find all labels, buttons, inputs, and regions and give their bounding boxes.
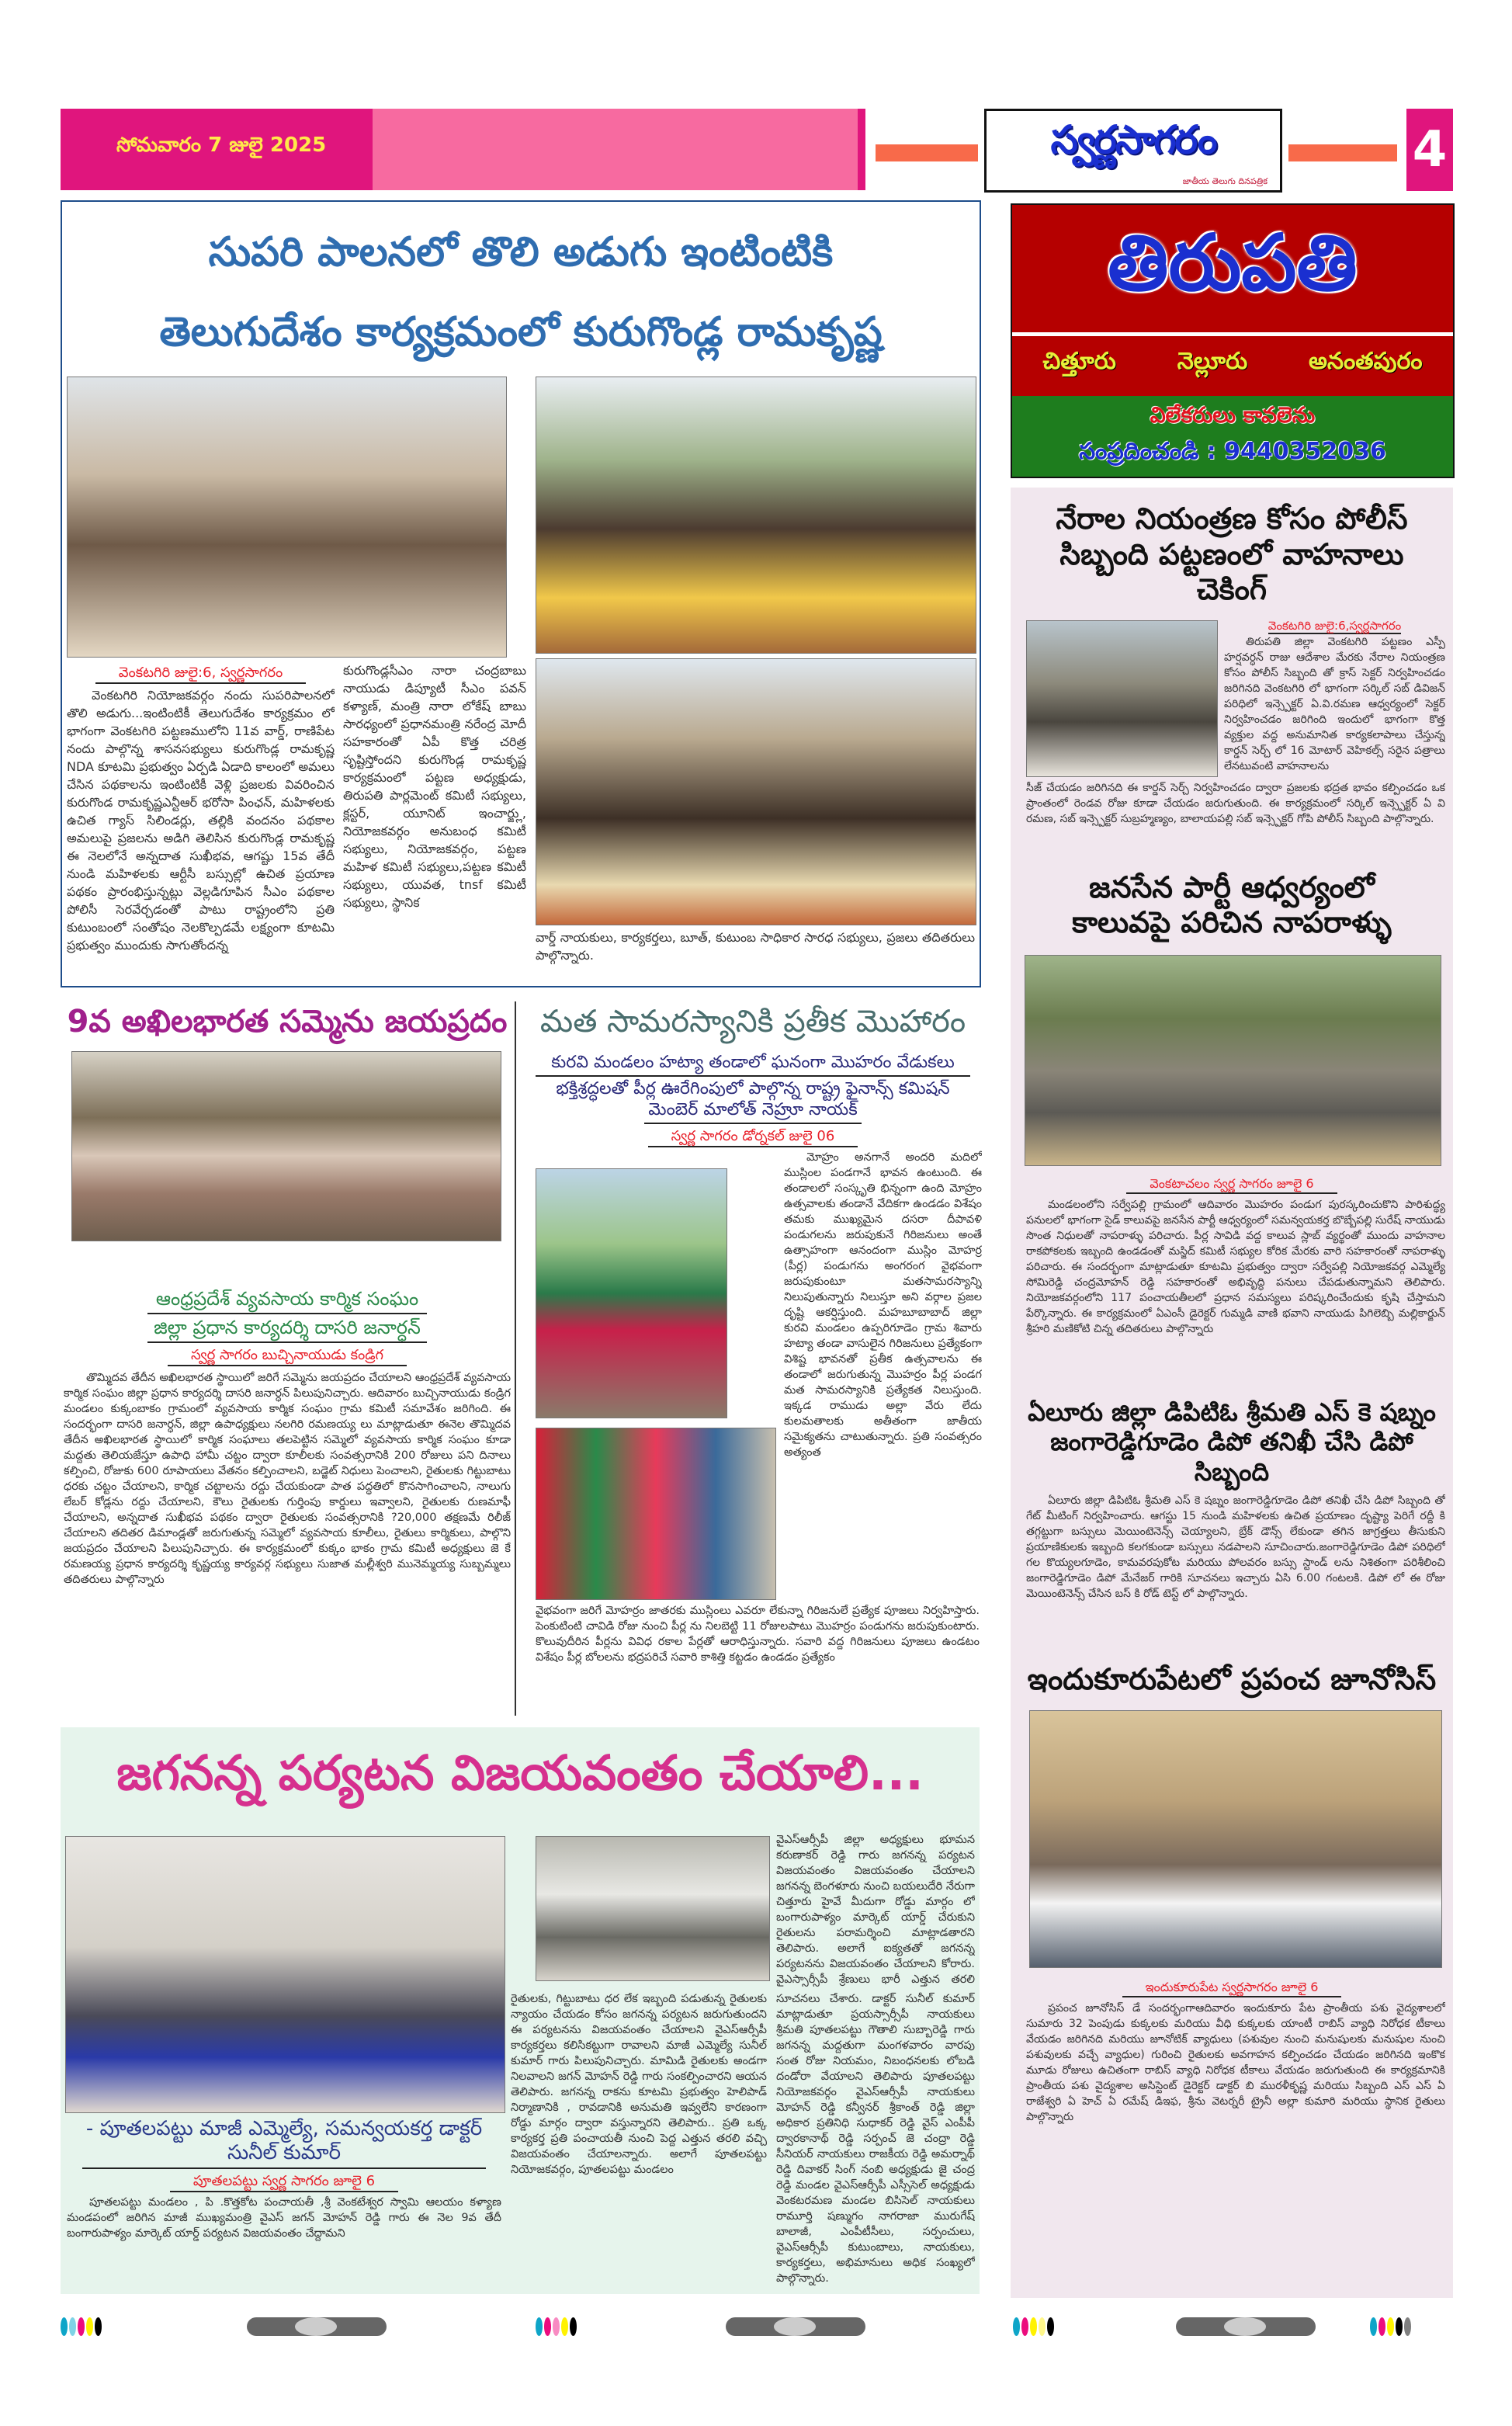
body-text: వెంకటగిరి నియోజకవర్గం నందు సుపరిపాలనలో తొలి అడుగు...ఇంటింటికీ తెలుగుదేశం కార్యక్రమం లో భాగంగా వెంకటగిరి పట్టణములోని 11వ వార్డ్, రాణిపేట నందు పాల్గొన్న శాసనసభ్యులు కురుగొండ్ల రామకృష్ణ NDA కూటమి ప్రభుత్వం ఏర్పడి ఏడాది కాలంలో అమలు చేసిన పథకాలను ఇంటింటికీ వెళ్లి ప్రజలకు వివరించిన కురుగొండ రామకృష్ణఎన్టీఆర్ భరోసా పింఛన్, మహిళలకు ఉచిత గ్యాస్ సిలిండర్లు, తల్లికి వందనం పథకాల అమలుపై ప్రజలను అడిగి తెలిసిన కురుగొండ్ల రామకృష్ణ ఈ నెలలోనే అన్నదాత సుఖీభవ, ఆగష్టు 15వ తేదీ నుండి మహిళలకు ఆర్టీసీ బస్సుల్లో ఉచిత ప్రయాణ పథకం ప్రారంభిస్తున్నట్లు వెల్లడిగూపిన సీఎం పథకాల పోలిసీ సెరవేర్చడంతో పాటు రాష్ట్రంలోని ప్రతి కుటుంబంలో సంతోషం నెలకొల్పడమే లక్ష్యంగా కూటమి ప్రభుత్వం ముందుకు సాగుతోందన్న <box>67 688 335 953</box>
divider <box>147 1313 427 1314</box>
moharram-body-side <box>784 1150 982 1600</box>
district-label: అనంతపురం <box>1309 348 1423 375</box>
divider <box>644 1123 862 1124</box>
body-text: వార్డ్ నాయకులు, కార్యకర్తలు, బూత్, కుటుంబ సాధికార సారధ సభ్యులు, ప్రజలు తదితరులు పాల్గొన్నారు. <box>536 930 975 963</box>
color-registration-mark <box>1013 2317 1056 2336</box>
jagan-photo-meeting <box>536 1836 770 1981</box>
registration-bar <box>1176 2317 1316 2336</box>
body-text: వైభవంగా జరిగే మోహర్రం జాతరకు ముస్లింలు ఎవరూ లేకున్నా గిరిజనులే ప్రత్యేక పూజలు నిర్వహిస్తారు. పెంకుటింటి చావిడి రోజు నుంచి పీర్ల ను నిలబెట్టి 11 రోజులపాటు మొహర్రం పండుగను జరుపుకుంటారు. కొలువుదీరిన పీర్లను వివిధ రకాల పేర్లతో ఆరాధిస్తున్నారు. సవారి వద్ద గిరిజనులు పూజలు ఉండటం విశేషం పీర్ల బోలలను భద్రపరిచే సవారి కాశిత్తి కట్టడం ఉండడం ప్రత్యేకం <box>536 1605 980 1664</box>
dateline-text: స్వర్ణ సాగరం డోర్నకల్ జులై 06 <box>648 1128 858 1147</box>
contact-phone: 9440352036 <box>1224 438 1386 465</box>
logo-text: స్వర్ణసాగరం <box>1050 117 1216 162</box>
dateline-text: స్వర్ణ సాగరం బుచ్చినాయుడు కండ్రిగ <box>168 1347 407 1366</box>
moharram-subhead-1: కురవి మండలం హట్యా తండాలో ఘనంగా మొహరం వేడుకలు <box>551 1053 955 1072</box>
divider <box>536 1075 970 1077</box>
lead-body-col2 <box>343 661 526 983</box>
sammelanam-subhead-1: ఆంధ్రప్రదేశ్ వ్యవసాయ కార్మిక సంఘం <box>155 1288 419 1310</box>
moharram-body-bottom <box>536 1603 980 1717</box>
divider <box>82 2167 486 2169</box>
color-registration-mark <box>1370 2317 1413 2336</box>
jagan-body-right <box>776 1991 975 2286</box>
body-text: కురుగొండ్లసీఎం నారా చంద్రబాబు నాయుడు డిప్యూటీ సీఎం పవన్ కళ్యాణ్, మంత్రి నారా లోకేష్ బాబు సారధ్యంలో ప్రధానమంత్రి నరేంద్ర మోదీ సహకారంతో ఏపీ కొత్త చరిత్ర సృష్టిస్తోందని కురుగొండ్ల రామకృష్ణ కార్యక్రమంలో పట్టణ అధ్యక్షుడు, తిరుపతి పార్లమెంట్ కమిటీ సభ్యులు, క్లస్టర్, యూనిట్ ఇంచార్జ్లు, నియోజకవర్గం అనుబంధ కమిటీ సభ్యులు, నియోజకవర్గం, పట్టణ మహిళ కమిటీ సభ్యులు,పట్టణ కమిటీ సభ్యులు, యువత, tnsf కమిటీ సభ్యులు, స్థానిక <box>343 663 526 910</box>
newspaper-logo <box>984 109 1282 193</box>
dateline-text: వెంకటగిరి జులై:6,స్వర్ణసాగరం <box>1268 618 1402 633</box>
masthead-pink-band <box>373 109 858 190</box>
eluru-headline: ఏలూరు జిల్లా డిపిటిఓ శ్రీమతి ఎస్ కె షబ్నం జంగారెడ్డిగూడెం డిపో తనిఖీ చేసి డిపో సిబ్బంది <box>1028 1397 1436 1487</box>
jagan-body-mid <box>511 1991 767 2286</box>
jagan-dateline <box>67 2171 501 2192</box>
sammelanam-story <box>61 1003 514 1716</box>
moharram-headline: మత సామరస్యానికి ప్రతీక మొహారం <box>539 1004 966 1039</box>
dateline-text: వెంకటాచలం స్వర్ణ సాగరం జూలై 6 <box>1126 1176 1337 1194</box>
reporters-wanted-ad <box>1011 203 1455 478</box>
jagan-photo-main <box>65 1836 505 2113</box>
police-photo <box>1026 620 1218 777</box>
moharram-story <box>524 1003 982 1717</box>
indukurupeta-dateline <box>1011 1977 1453 1997</box>
indukurupeta-photo <box>1029 1710 1442 1968</box>
police-body-side <box>1224 634 1445 777</box>
police-main-row <box>1026 617 1445 777</box>
indukurupeta-body <box>1026 2001 1445 2187</box>
ad-divider <box>1012 332 1453 336</box>
color-registration-mark <box>536 2317 578 2336</box>
body-text: సూచనలు చేశారు. డాక్టర్ సునీల్ కుమార్ మాట్లాడుతూ ప్రయస్సార్సీపీ నాయకులు శ్రీమతి పూతలపట్టు గౌతాలి సుబ్బారెడ్డి గారు జగనన్న మద్దతుగా మంగళవారం వారపు సంత రోజు నియమం, నిబంధనలకు లోబడి దండోరా వేయాలని తెలిపారు పూతలపట్టు నియోజకవర్గం వైఎస్ఆర్సీపీ నాయకులు మోహన్ రెడ్డి కన్వీనర్ శ్రీకాంత్ రెడ్డి జిల్లా అధికార ప్రతినిధి సుధాకర్ రెడ్డి వైస్ ఎంపీపీ ద్వారకానాథ్ రెడ్డి సర్పంచ్ జె చంద్రా రెడ్డి సీనియర్ నాయకులు రాజకీయ రెడ్డి అమర్నాథ్ రెడ్డి దివాకర్ సింగ్ నంబి అధ్యక్షుడు జై చంద్ర రెడ్డి మండల వైఎస్ఆర్సీపీ ఎస్సీసెల్ అధ్యక్షుడు వెంకటరమణ మండల బిసిసెల్ నాయకులు రామూర్తి షణ్ముగం నాగరాజా మురుగేష్ బాలాజీ, ఎంపీటీసీలు, సర్పంచులు, వైఎస్ఆర్సీపీ కుటుంబాలు, నాయకులు, కార్యకర్తలు, అభిమానులు అధిక సంఖ్యలో పాల్గొన్నారు. <box>776 1993 975 2285</box>
ad-contact <box>1012 435 1453 469</box>
district-label: నెల్లూరు <box>1177 348 1248 375</box>
ad-districts <box>1012 346 1453 390</box>
lead-headline-line1: సుపరి పాలనలో తొలి అడుగు ఇంటింటికి <box>208 229 834 276</box>
body-text: మోహ్రం అనగానే అందరి మదిలో ముస్లింల పండగానే భావన ఉంటుంది. ఈ తండాలలో సంస్కృతి భిన్నంగా ఉంది మోహ్రం ఉత్సవాలకు తండానే వేదికగా ఉండడం విశేషం తమకు ముఖ్యమైన దసరా దీపావళి పండుగలను జరుపుకునే గిరిజనులు అంతే ఉత్సాహంగా ఆనందంగా ముస్లిం మోహర్ర (పీర్ల) పండుగను అంగరంగ వైభవంగా జరుపుకుంటూ మతసామరస్యాన్ని నిలుపుతున్నారు నిలుస్తూ అని వర్గాల ప్రజల దృష్టి ఆకర్షిస్తుంది. మహబూబాబాద్ జిల్లా కురవి మండలం ఉప్పరిగూడెం గ్రామ శివారు హట్యా తండా వాసులైన గిరిజనులు ప్రత్యేకంగా విశిష్ట భావనతో ప్రతీక ఉత్సవాలను ఈ తండాలో జరుగుతున్న మొహర్రం పీర్ల పండగ మత సామరస్యానికి ప్రత్యేకత నిలుస్తుంది. ఇక్కడ రాముడు అల్లా వేరు లేదు కులమతాలకు అతీతంగా జాతీయ సమైక్యతను చాటుతున్నారు. ప్రతి సంవత్సరం అత్యంత <box>784 1151 982 1459</box>
moharram-photo-column <box>536 1150 776 1600</box>
police-body-full <box>1026 780 1445 842</box>
lead-body-bottom <box>536 928 975 982</box>
moharram-photo-1 <box>536 1168 727 1418</box>
janasena-dateline <box>1011 1174 1453 1194</box>
color-registration-mark <box>61 2317 103 2336</box>
right-column <box>1011 488 1453 2298</box>
registration-bar <box>247 2317 387 2336</box>
janasena-body <box>1026 1197 1445 1383</box>
district-label: చిత్తూరు <box>1042 348 1116 375</box>
sammelanam-headline: 9వ అఖిలభారత సమ్మెను జయప్రదం <box>67 1004 508 1039</box>
registration-bar <box>726 2317 865 2336</box>
jagan-story <box>61 1727 980 2294</box>
lead-headline-line2: తెలుగుదేశం కార్యక్రమంలో కురుగొండ్ల రామకృష్ణ <box>159 308 883 356</box>
lead-left-column <box>67 663 335 981</box>
orange-bar-right <box>1288 144 1397 161</box>
janasena-headline: జనసేన పార్టీ ఆధ్వర్యంలో కాలువపై పరిచిన నాపరాళ్ళు <box>1072 869 1392 940</box>
divider <box>147 1341 427 1343</box>
body-text: రైతులకు, గిట్టుబాటు ధర లేక ఇబ్బంది పడుతున్న రైతులకు న్యాయం చేయడం కోసం జగనన్న పర్యటన జరుగుతుందని ఈ పర్యటనను విజయవంతం చేయాలని వైఎస్ఆర్సీపీ కార్యకర్తలు కలిసికట్టుగా రావాలని మాజీ ఎమ్మెల్యే సునీల్ కుమార్ గారు పిలుపునిచ్చారు. మామిడి రైతులకు అండగా నిలవాలని జగన్ మోహన్ రెడ్డి గారు సంకల్పించారని ఆయన తెలిపారు. జగనన్న రాకను కూటమి ప్రభుత్వం హెలిపాడ్ నిర్మాణానికి , రావడానికి అనుమతి ఇవ్వలేని కారణంగా రోడ్డు మార్గం ద్వారా వస్తున్నారని తెలిపారు.. ప్రతి ఒక్క కార్యకర్త ప్రతి పంచాయతీ నుంచి పెద్ద ఎత్తున తరలి వచ్చి విజయవంతం చేయాలన్నారు. అలాగే పూతలపట్టు నియోజకవర్గం, పూతలపట్టు మండలం <box>511 1993 767 2176</box>
body-text: వైఎస్ఆర్సీపీ జిల్లా అధ్యక్షులు భూమన కరుణాకర్ రెడ్డి గారు జగనన్న పర్యటన విజయవంతం విజయవంతం చేయాలని జగనన్న బెంగళూరు నుంచి బయలుదేరి నేరుగా చిత్తూరు హైవే మీదుగా రోడ్డు మార్గం లో బంగారుపాళ్యం మార్కెట్ యార్డ్ చేరుకుని రైతులను పరామర్శించి మాట్లాడతారని తెలిపారు. అలాగే ఐక్యతతో జగనన్న పర్యటనను విజయవంతం చేయాలని కోరారు. వైఎస్సార్సీపీ శ్రేణులు భారీ ఎత్తున తరలి <box>776 1834 975 1986</box>
lead-headline-block <box>62 213 980 372</box>
janasena-photo <box>1025 955 1441 1166</box>
body-text: ఏలూరు జిల్లా డిపిటిఓ శ్రీమతి ఎస్ కె షబ్నం జంగారెడ్డిగూడెం డిపో తనిఖీ చేసి డిపో సిబ్బంది తో గేట్ మీటింగ్ నిర్వహించారు. ఆగస్టు 15 నుండి మహిళలకు ఉచిత ప్రయాణం దృష్ట్యా పెరిగే రద్దీ కి తగ్గట్టుగా బస్సులు మెయింటెనెన్స్ చెయ్యాలని, బ్రేక్ డౌన్స్ లేకుండా తగిన జాగ్రత్తలు తీసుకుని ప్రయాణికులకు ఇబ్బంది కలగకుండా బస్సులు నడపాలని సూచించారు.జంగారెడ్డిగూడెం డిపో పరిధిలో గల కొయ్యలగూడెం, కామవరపుకోట మరియు పోలవరం బస్సు స్టాండ్ లను నిశితంగా పరిశీలించి జంగారెడ్డిగూడెం డిపో మేనేజర్ గారికి సూచనలు ఇచ్చారు ఏసి 6.00 గంటలకి. డిపో లో ఈ రోజు మెయింటెనెన్స్ చేసిన బస్ కి రోడ్ టెస్ట్ లో పాల్గొన్నారు. <box>1026 1494 1445 1601</box>
dateline-text: వెంకటగిరి జులై:6, స్వర్ణసాగరం <box>95 665 306 684</box>
lead-dateline <box>67 663 335 683</box>
body-text: పూతలపట్టు మండలం , పి .కొత్తకోట పంచాయతీ ,శ్రీ వెంకటేశ్వర స్వామి ఆలయం కళ్యాణ మండపంలో జరిగిన మాజీ ముఖ్యమంత్రి వైఎస్ జగన్ మోహన్ రెడ్డి గారు ఈ నెల 9వ తేదీ బంగారుపాళ్యం మార్కెట్ యార్డ్ పర్యటన విజయవంతం చేద్దామని <box>67 2196 501 2240</box>
jagan-body-col-top <box>776 1832 975 1987</box>
column-divider <box>515 1001 516 1716</box>
moharram-dateline <box>524 1126 982 1147</box>
police-dateline <box>1224 617 1445 634</box>
police-headline: నేరాల నియంత్రణ కోసం పోలీస్ సిబ్బంది పట్టణంలో వాహనాలు చెకింగ్ <box>1056 502 1408 607</box>
masthead-band-edge <box>858 109 865 190</box>
police-side-column <box>1224 617 1445 777</box>
logo-tagline: జాతీయ తెలుగు దినపత్రిక <box>1182 176 1268 186</box>
moharram-photo-2 <box>536 1428 776 1600</box>
body-text: ప్రపంచ జూనోసిస్ డే సందర్భంగాఆదివారం ఇందుకూరు పేట ప్రాంతీయ పశు వైద్యశాలలో సుమారు 32 పెంపుడు కుక్కలకు మరియు వీధి కుక్కలకు యాంటీ రాబిస్ వ్యాధి నిరోధక టీకాలు వేయడం జరిగినది మరియు జూనోటిక్ వ్యాధులు (పశువుల నుంచి మనుషులకు మనుషుల నుంచి పశువులకు వచ్చే వ్యాధుల) గురించి రైతులకు అవగాహన కల్పించడం చేయడం జరిగినది ఇంకొక మూడు రోజులు ఉచితంగా రాబిస్ వ్యాధి నిరోధక టీకాలు వేయడం జరుగుతుంది ఈ కార్యక్రమానికి ప్రాంతీయ పశు వైద్యశాల అసిస్టెంట్ డైరెక్టర్ డాక్టర్ బి మురళీకృష్ణ మరియు సిబ్బంది ఎస్ ఎస్ ఏ రాజేశ్వరి ఏ హెచ్ ఏ రమేష్ డిఇఫ, శ్రీను వెటర్నరీ ట్రైనీ అల్లా కుమారి మరియు స్థానిక రైతులు పాల్గొన్నారు <box>1026 2001 1445 2123</box>
body-text: తొమ్మిదవ తేదీన అఖిలభారత స్థాయిలో జరిగే సమ్మెను జయప్రదం చేయాలని ఆంధ్రప్రదేశ్ వ్యవసాయ కార్మిక సంఘం జిల్లా ప్రధాన కార్యదర్శి దాసరి జనార్ధన్ పిలుపునిచ్చారు. ఆదివారం బుచ్చినాయుడు కండ్రిగ మండలం కుక్కంబాకం గ్రామంలో వ్యవసాయ కార్మిక సంఘం గ్రామ కమిటీ సమావేశం జరిగింది. ఈ సందర్భంగా దాసరి జనార్ధన్, జిల్లా ఉపాధ్యక్షులు నలగిరి రమణయ్య లు మాట్లాడుతూ ఈనెల తొమ్మిదవ తేదీన అఖిలభారత స్థాయిలో కార్మిక సంఘాలు తలపెట్టిన సమ్మెలో వ్యవసాయ కార్మిక సంఘం కూడా మద్దతు తెలియజేస్తూ ఉపాధి హామీ చట్టం ద్వారా కూలీలకు సంవత్సరానికి 200 రోజులు పని దినాలు కల్పించి, రోజుకు 600 రూపాయలు వేతనం కల్పించాలని, బడ్జెట్ నిధులు పెంచాలని, రైతులకు గిట్టుబాటు ధరకు చట్టం చేయాలని, కార్మిక చట్టాలను రద్దు చేయకుండా పాత పద్ధతిలో కొనసాగించాలని, నాలుగు లేబర్ కోడ్లను రద్దు చేయాలని, కౌలు రైతులకు గుర్తింపు కార్డులు ఇవ్వాలని, రైతులకు రుణమాఫీ చేయాలని, అన్నదాత సుఖీభవ పథకం ద్వారా రైతులకు సంవత్సరానికి ?20,000 తక్షణమే రిలీజ్ చేయాలని తదితర డిమాండ్లతో జరుగుతున్న సమ్మెలో వ్యవసాయ కూలీలు, రైతులు కార్మికులు, పాల్గొని జయప్రదం చేయాలని పిలుపునిచ్చారు. ఈ కార్యక్రమంలో కుక్కం భాకం గ్రామ కమిటీ అధ్యక్షులు జె కే రమణయ్య ప్రధాన కార్యదర్శి కృష్ణయ్య కార్యవర్గ సభ్యులు సుజాత మల్లీశ్వరి మునెమ్మయ్య సుబ్బమ్మలు తదితరులు పాల్గొన్నారు <box>64 1371 511 1586</box>
moharram-main-row <box>536 1150 982 1600</box>
jagan-headline: జగనన్న పర్యటన విజయవంతం చేయాలి... <box>116 1744 924 1801</box>
eluru-body <box>1026 1493 1445 1648</box>
page-number: 4 <box>1406 109 1453 191</box>
ad-city: తిరుపతి <box>1108 217 1358 308</box>
lead-photo-right-bottom <box>536 658 976 925</box>
jagan-body-left <box>67 2195 501 2291</box>
body-text: తిరుపతి జిల్లా వెంకటగిరి పట్టణం ఎస్పీ హర్షవర్ధన్ రాజు ఆదేశాల మేరకు నేరాల నియంత్రణ కోసం పోలీస్ సిబ్బంది తో క్రాస్ సెక్టర్ నిర్వహించడం జరిగినది వెంకటగిరి లో భాగంగా సర్కిల్ సబ్ డివిజన్ పరిధిలో ఇన్స్పెక్టర్ ఏ.వి.రమణ ఆధ్వర్యంలో సెక్టర్ నిర్వహించడం జరిగింది ఇందులో భాగంగా కొత్త వ్యక్తుల వద్ద అనుమానిత కార్యకలాపాలు చేస్తున్న కార్డన్ సెర్చ్ లో 16 మోటార్ వెహికల్స్ సరైన పత్రాలు లేనటువంటి వాహనాలను <box>1224 635 1445 772</box>
lead-body-col1 <box>67 686 335 981</box>
issue-date: సోమవారం 7 జులై 2025 <box>116 134 327 157</box>
body-text: మండలంలోని సర్వేపల్లి గ్రామంలో ఆదివారం మొహరం పండుగ పురస్కరించుకొని పారిశుద్ధ్య పనులలో భాగంగా సైడ్ కాలువపై జనసేన పార్టీ ఆధ్వర్యంలో సమన్వయకర్త బొబ్బేపల్లి సురేష్ నాయుడు సొంత నిధులతో నాపరాళ్ళు పరిచారు. పీర్ల సావిడి వద్ద కాలువ స్లాబ్ వ్యర్థంతో ముందు వాహనాల రాకపోకలకు ఇబ్బంది ఉండడంతో మస్జిద్ కమిటీ సభ్యుల కోరిక మేరకు వారి సహకారంతో నాపరాళ్ళు పరిచారు. ఈ సందర్భంగా మాట్లాడుతూ కూటమి ప్రభుత్వం ద్వారా సర్వేపల్లి నియోజకవర్గ ఎమ్మెల్యే సోమిరెడ్డి చంద్రమోహన్ రెడ్డి సహకారంతో అభివృద్ధి పనులు చేపడుతున్నామని తెలిపారు. నియోజకవర్గంలోని 117 పంచాయతీలలో ప్రధాన సమస్యలు పరిష్కరించేందుకు కృషి చేస్తామని పేర్కొన్నారు. ఈ కార్యక్రమంలో ఏఎంసీ డైరెక్టర్ గుమ్మడి వాణి భవాని నాయుడు పిగిలెబ్బి మల్లికార్జున్ శ్రీహరి మణికోటి చిన్న తదితరులు పాల్గొన్నారు <box>1026 1198 1445 1335</box>
contact-label: సంప్రదించండి : <box>1079 438 1216 465</box>
body-text: సీజ్ చేయడం జరిగినది ఈ కార్డన్ సెర్చ్ నిర్వహించడం ద్వారా ప్రజలకు భద్రత భావం కల్పించడం ఒక ప్రాంతంలో రెండవ రోజు కూడా చేయడం జరుగుతుంది. ఈ కార్యక్రమంలో సర్కిల్ ఇన్స్పెక్టర్ ఏ వి రమణ, సబ్ ఇన్స్పెక్టర్ సుబ్రహ్మణ్యం, బాలాయపల్లి సబ్ ఇన్స్పెక్టర్ గోపి పోలీస్ సిబ్బంది పాల్గొన్నారు. <box>1026 781 1445 825</box>
sammelanam-body <box>64 1370 511 1716</box>
lead-story <box>61 200 981 987</box>
ad-wanted: విలేకరులు కావలెను <box>1150 402 1316 428</box>
indukurupeta-headline: ఇందుకూరుపేటలో ప్రపంచ జూనోసిస్ <box>1027 1662 1437 1697</box>
dateline-text: పూతలపట్టు స్వర్ణ సాగరం జూలై 6 <box>170 2173 398 2192</box>
sammelanam-subhead-2: జిల్లా ప్రధాన కార్యదర్శి దాసరి జనార్ధన్ <box>154 1316 421 1338</box>
orange-bar-left <box>876 144 978 161</box>
lead-photo-right-top <box>536 377 976 654</box>
lead-photo-left <box>67 377 507 658</box>
moharram-subhead-2: భక్తిశ్రద్ధలతో పీర్ల ఊరేగింపులో పాల్గొన్న రాష్ట్ర ఫైనాన్స్ కమిషన్ మెంబెర్ మాలోత్ నెహ్రూ నాయక్ <box>556 1079 950 1119</box>
sammelanam-dateline <box>61 1345 514 1366</box>
jagan-subhead: - పూతలపట్టు మాజీ ఎమ్మెల్యే, సమన్వయకర్త డాక్టర్ సునీల్ కుమార్ <box>85 2117 483 2165</box>
dateline-text: ఇందుకూరుపేట స్వర్ణసాగరం జూలై 6 <box>1122 1980 1342 1997</box>
jagan-left-column <box>67 2117 501 2291</box>
sammelanam-photo <box>71 1051 501 1241</box>
ad-green-band <box>1012 396 1453 477</box>
